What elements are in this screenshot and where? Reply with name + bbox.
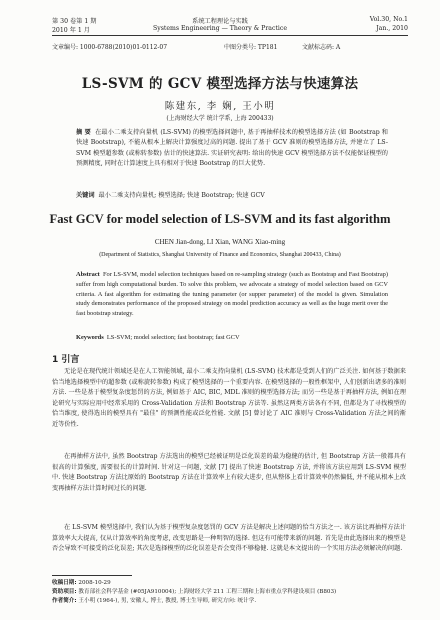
affiliation-english: (Department of Statistics, Shanghai University of Finance and Economics, Shanghai 200433, China)	[99, 252, 341, 258]
body-paragraph-3: 在 LS-SVM 模型选择中, 我们认为基于模型复杂度惩罚的 GCV 方法是解决上述问题的恰当方法之一. 该方法比再抽样方法计算效率大大提高, 仅从计算效率的角度考虑, 改变思路是一种明智的选择. 但这有可能带来新的问题. 首先是由此选择出来的模型是否会导致不可接受的泛化误差; 其次是选择模型的泛化误差是否会变得不够稳健. 这就是本文提出的一个实用方法必须解决的问题.	[52, 524, 406, 552]
fund-label: 资助项目:	[52, 589, 77, 595]
footnote-received	[52, 578, 111, 586]
header-date-en: Jan., 2010	[376, 25, 408, 32]
abstract-text-cn: 在最小二乘支持向量机 (LS-SVM) 的模型选择问题中, 基于再抽样技术的模型选择方法 (如 Bootstrap 和快速 Bootstrap), 不能从根本上解决计算强度过高的问题. 提出了基于 GCV 准则的模型选择方法, 并建立了 LS-SVM 模型超参数 (或称转参数) 估计的快速算法. 实证研究表明: 给出的快速 GCV 模型选择方法不仅能保证模型的预测精度, 同时在计算速度上具有相对于快速 Bootstrap 的巨大优势.	[76, 129, 388, 168]
article-number: 文章编号: 1000-6788(2010)01-0112-07	[52, 44, 168, 51]
title-english: Fast GCV for model selection of LS-SVM and its fast algorithm	[49, 212, 391, 226]
received-label: 收稿日期:	[52, 580, 77, 586]
footnote-rule	[52, 575, 132, 576]
header-rule	[52, 35, 408, 36]
abstract-label-cn: 摘 要	[76, 129, 91, 136]
header-journal-cn: 系统工程理论与实践	[192, 18, 248, 25]
fund-text: 教育部社会科学基金 (#05JA910004); 上海财经大学 211 工程三期和上海市重点学科建设项目 (B803)	[78, 589, 337, 595]
keywords-label-cn: 关键词	[76, 192, 95, 199]
keywords-text-en: LS-SVM; model selection; fast bootstrap; fast GCV	[106, 334, 240, 341]
footnote-author	[52, 596, 256, 604]
abstract-text-en: For LS-SVM, model selection techniques based on re-sampling strategy (such as Bootstrap and Fast Bootstrap) suffer from high computational burden. To solve this problem, we advocate a strategy of model selection based on GCV criteria. A fast algorithm for estimating the tuning parameter (or supper parameter) of the model is given. Simulation study demonstrates performance of the proposed strategy on model prediction accuracy as well as the huge merit over the fast bootstrap strategy.	[76, 271, 388, 318]
document-code: 文献标志码: A	[302, 44, 341, 51]
title-chinese: LS-SVM 的 GCV 模型选择方法与快速算法	[81, 76, 359, 92]
authors-chinese: 陈建东, 李 娴, 王小明	[164, 101, 276, 112]
footnote-fund	[52, 587, 336, 595]
author-bio-label: 作者简介:	[52, 598, 77, 604]
keywords-english	[76, 334, 388, 341]
abstract-chinese	[76, 128, 388, 170]
body-paragraph-1: 无论是在现代统计领域还是在人工智能领域, 最小二乘支持向量机 (LS-SVM) 技术都是受到人们的广泛关注. 如何基于数据来恰当地选择模型中的超参数 (或称旋转参数) 构成了模型选择的一个重要内容. 在模型选择的一般性框架中, 人们创新出诸多的准则方法. 一些是基于模型复杂度惩罚的方法, 例如基于 AIC, BIC, MDL 准则的模型选择方法; 而另一些是基于再抽样方法, 例如在理论研究与实际应用中经常采用的 Cross-Validation 方法和 Bootstrap 方法等. 虽然这两类方法各有不同, 但都是为了寻找模型的恰当维度, 使得选出的模型具有 "最佳" 的预测性能或泛化性能. 文献 [5] 曾讨论了 AIC 准则与 Cross-Validation 方法之间的渐近等价性.	[52, 368, 406, 428]
header-journal-en: Systems Engineering — Theory & Practice	[152, 25, 288, 32]
received-date: 2008-10-29	[78, 580, 111, 586]
authors-english: CHEN Jian-dong, LI Xian, WANG Xiao-ming	[154, 238, 286, 246]
abstract-english	[76, 270, 388, 319]
body-paragraph-2: 在再抽样方法中, 虽然 Bootstrap 方法选出的模型已经被证明是泛化误差的最为稳健的估计, 但 Bootstrap 方法一般都具有很高的计算强度, 需要很长的计算时间. 针对这一问题, 文献 [7] 提出了快速 Bootstrap 方法, 并将该方法应用到 LS-SVM 模型中. 快速 Bootstrap 方法比原始的 Bootstrap 方法在计算效率上有较大进步, 但从整体上看计算效率仍然偏低, 并不能从根本上改变再抽样方法计算时间过长的问题.	[52, 453, 406, 492]
section-heading-introduction: 1 引言	[52, 355, 80, 365]
keywords-chinese	[76, 190, 388, 199]
keywords-text-cn: 最小二乘支持向量机; 模型选择; 快速 Bootstrap; 快速 GCV	[98, 192, 265, 199]
abstract-label-en: Abstract	[76, 271, 100, 278]
header-date-cn: 2010 年 1 月	[52, 27, 90, 34]
clc-number: 中图分类号: TP181	[224, 44, 278, 51]
affiliation-chinese: (上海财经大学 统计学系, 上海 200433)	[166, 115, 274, 122]
keywords-label-en: Keywords	[76, 334, 104, 341]
header-volume-cn: 第 30 卷第 1 期	[52, 18, 97, 25]
author-bio-text: 王小明 (1964-), 男, 安徽人, 博士, 教授, 博士生导师, 研究方向: 统计学.	[78, 598, 257, 604]
header-volume-en: Vol.30, No.1	[369, 16, 408, 23]
